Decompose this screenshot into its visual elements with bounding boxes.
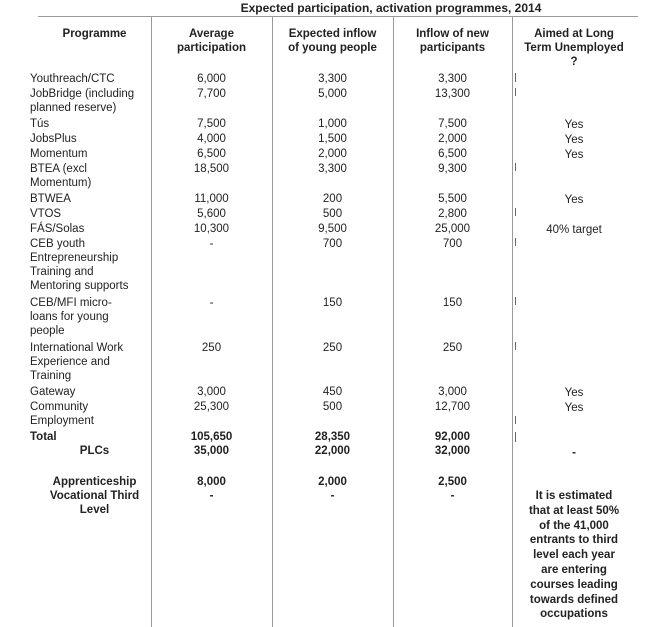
average-participation: 25,300 — [193, 401, 230, 413]
aimed-at-ltu: Yes — [564, 194, 584, 206]
average-participation: - — [209, 297, 214, 309]
inflow-new-participants: 150 — [442, 297, 463, 309]
average-participation: 5,600 — [197, 208, 226, 220]
average-participation: - — [209, 238, 214, 250]
third-level-estimate-note: It is estimated that at least 50% of the 41,000 entrants to third level each year are entering courses leading towards defined occupations — [528, 490, 620, 621]
ltu-blank-tick — [515, 163, 516, 171]
expected-inflow: 2,000 — [318, 148, 347, 160]
inflow-new-participants: 2,800 — [438, 208, 467, 220]
average-participation: 3,000 — [197, 386, 226, 398]
expected-inflow: 3,300 — [318, 163, 347, 175]
apprenticeship-new: 2,500 — [438, 476, 467, 488]
vocational-new: - — [450, 490, 455, 502]
average-participation: 7,700 — [197, 88, 226, 100]
plcs-inflow: 22,000 — [314, 445, 351, 457]
programme-name: JobsPlus — [30, 133, 77, 145]
expected-inflow: 450 — [322, 386, 343, 398]
average-participation: 7,500 — [197, 118, 226, 130]
inflow-new-participants: 3,300 — [438, 73, 467, 85]
header-average-participation: Average participation — [176, 28, 246, 54]
plcs-new: 32,000 — [434, 445, 471, 457]
expected-inflow: 500 — [322, 208, 343, 220]
inflow-new-participants: 13,300 — [434, 88, 471, 100]
average-participation: 6,000 — [197, 73, 226, 85]
inflow-new-participants: 7,500 — [438, 118, 467, 130]
programme-name: Tús — [30, 118, 50, 130]
programme-name: Community Employment — [30, 401, 94, 427]
programme-name: International Work Experience and Training — [30, 342, 124, 382]
expected-inflow: 200 — [322, 193, 343, 205]
inflow-new-participants: 5,500 — [438, 193, 467, 205]
expected-inflow: 5,000 — [318, 88, 347, 100]
title-underline — [38, 16, 638, 17]
total-average: 105,650 — [190, 431, 233, 443]
programme-name: CEB youth Entrepreneurship Training and Mentoring supports — [30, 238, 129, 292]
inflow-new-participants: 25,000 — [434, 223, 471, 235]
expected-inflow: 700 — [322, 238, 343, 250]
inflow-new-participants: 12,700 — [434, 401, 471, 413]
inflow-new-participants: 700 — [442, 238, 463, 250]
programme-name: CEB/MFI micro- loans for young people — [30, 297, 112, 337]
ltu-blank-tick — [515, 342, 516, 350]
expected-inflow: 1,500 — [318, 133, 347, 145]
vocational-label: Vocational Third Level — [49, 490, 140, 516]
aimed-at-ltu: Yes — [564, 119, 584, 131]
header-inflow-new: Inflow of new participants — [416, 28, 489, 54]
ltu-blank-tick — [515, 238, 516, 246]
header-expected-inflow: Expected inflow of young people — [288, 28, 377, 54]
programme-name: Momentum — [30, 148, 88, 160]
aimed-at-ltu: 40% target — [546, 224, 602, 236]
ltu-blank-tick — [515, 73, 516, 82]
aimed-at-ltu: Yes — [564, 149, 584, 161]
ltu-blank-tick — [515, 297, 516, 305]
ltu-blank-tick — [515, 88, 516, 96]
expected-inflow: 150 — [322, 297, 343, 309]
column-divider-2 — [272, 16, 273, 627]
table-title: Expected participation, activation programmes, 2014 — [240, 1, 542, 15]
programme-name: Youthreach/CTC — [30, 73, 115, 85]
average-participation: 10,300 — [193, 223, 230, 235]
average-participation: 18,500 — [193, 163, 230, 175]
aimed-at-ltu: Yes — [564, 387, 584, 399]
total-inflow: 28,350 — [314, 431, 351, 443]
average-participation: 4,000 — [197, 133, 226, 145]
plcs-label: PLCs — [79, 445, 110, 457]
total-new: 92,000 — [434, 431, 471, 443]
programme-name: FÁS/Solas — [30, 223, 85, 235]
aimed-at-ltu: Yes — [564, 134, 584, 146]
ltu-blank-tick — [515, 208, 516, 216]
plcs-ltu: - — [572, 447, 576, 459]
header-aimed-ltu: Aimed at Long Term Unemployed ? — [524, 28, 624, 68]
vocational-average: - — [209, 490, 214, 502]
average-participation: 6,500 — [197, 148, 226, 160]
aimed-at-ltu: Yes — [564, 402, 584, 414]
programme-name: BTEA (excl Momentum) — [30, 163, 92, 189]
ltu-blank-tick — [515, 416, 516, 424]
expected-inflow: 3,300 — [318, 73, 347, 85]
apprenticeship-label: Apprenticeship — [52, 476, 137, 488]
inflow-new-participants: 2,000 — [438, 133, 467, 145]
inflow-new-participants: 9,300 — [438, 163, 467, 175]
apprenticeship-inflow: 2,000 — [318, 476, 347, 488]
column-divider-3 — [393, 16, 394, 627]
programme-name: JobBridge (including planned reserve) — [30, 88, 135, 114]
programme-name: VTOS — [30, 208, 62, 220]
expected-inflow: 9,500 — [318, 223, 347, 235]
expected-inflow: 250 — [322, 342, 343, 354]
average-participation: 250 — [201, 342, 222, 354]
header-programme: Programme — [62, 28, 127, 40]
apprenticeship-average: 8,000 — [197, 476, 226, 488]
inflow-new-participants: 3,000 — [438, 386, 467, 398]
total-label: Total — [30, 431, 57, 443]
programme-name: BTWEA — [30, 193, 71, 205]
expected-inflow: 1,000 — [318, 118, 347, 130]
average-participation: 11,000 — [194, 193, 229, 205]
programme-name: Gateway — [30, 386, 76, 398]
vocational-inflow: - — [330, 490, 335, 502]
plcs-average: 35,000 — [193, 445, 230, 457]
inflow-new-participants: 250 — [442, 342, 463, 354]
total-ltu-tick — [515, 432, 516, 442]
inflow-new-participants: 6,500 — [438, 148, 467, 160]
expected-inflow: 500 — [322, 401, 343, 413]
